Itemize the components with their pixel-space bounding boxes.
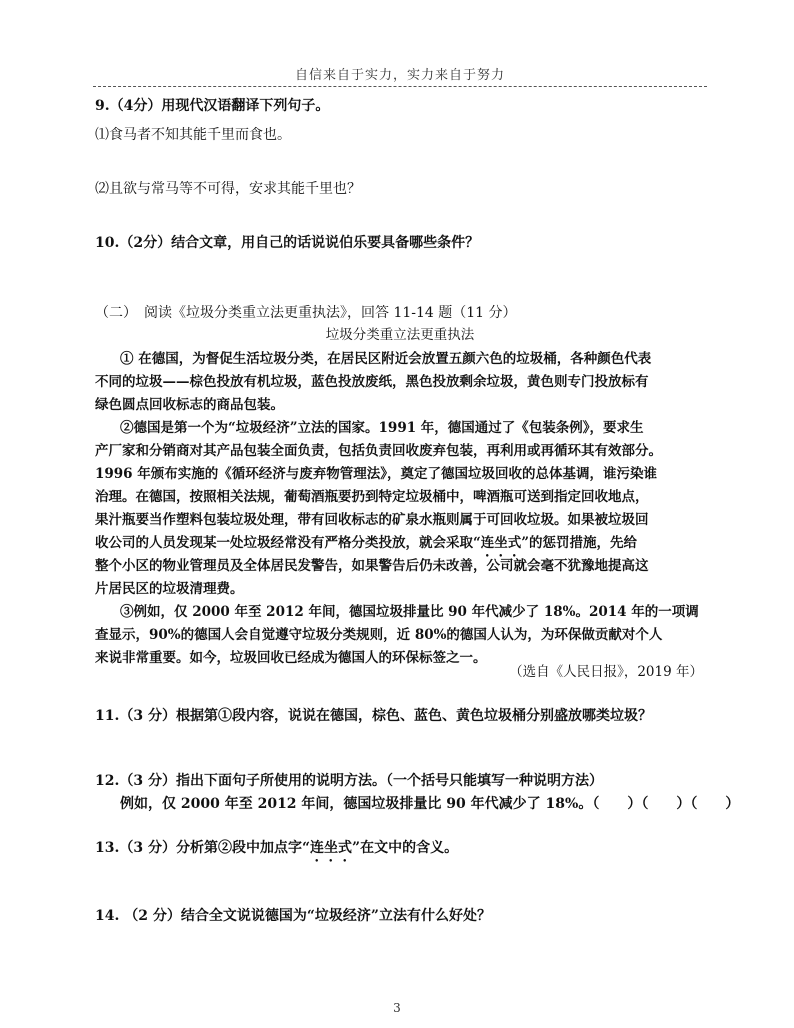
- passage-p1-line3: 绿色圆点回收标志的商品包装。: [95, 397, 284, 413]
- question-13-pre: 13.（3 分）分析第②段中加点字“: [95, 840, 311, 856]
- passage-p2-line2: 产厂家和分销商对其产品包装全面负责，包括负责回收废弃包装，再利用或再循环其有效部分。: [95, 443, 662, 459]
- passage-p2-line3: 1996 年颁布实施的《循环经济与废弃物管理法》，奠定了德国垃圾回收的总体基调，谁污染谁: [95, 466, 658, 482]
- passage-p3-line3: 来说非常重要。如今，垃圾回收已经成为德国人的环保标签之一。: [95, 650, 487, 666]
- question-12: 12.（3 分）指出下面句子所使用的说明方法。（一个括号只能填写一种说明方法）: [95, 773, 603, 789]
- question-13: [95, 837, 458, 865]
- passage-title: 垃圾分类重立法更重执法: [325, 327, 475, 343]
- passage-p2-line6-post: ”的惩罚措施，先给: [521, 535, 638, 551]
- passage-p2-line4: 治理。在德国，按照相关法规，葡萄酒瓶要扔到特定垃圾桶中，啤酒瓶可送到指定回收地点，: [95, 489, 649, 505]
- question-9-part-2: ⑵且欲与常马等不可得，安求其能千里也？: [95, 181, 361, 197]
- passage-source: （选自《人民日报》，2019 年）: [509, 664, 703, 680]
- dotted-term-lianzuoshi: 连坐式: [480, 535, 522, 551]
- passage-p1-line2: 不同的垃圾——棕色投放有机垃圾，蓝色投放废纸，黑色投放剩余垃圾，黄色则专门投放标有: [95, 374, 649, 390]
- passage-p2-line6-pre: 收公司的人员发现某一处垃圾经常没有严格分类投放，就会采取“: [95, 535, 481, 551]
- question-9: 9.（4分）用现代汉语翻译下列句子。: [95, 98, 330, 114]
- dotted-term-lianzuoshi-q13: 连坐式: [310, 840, 353, 856]
- passage-p2-line5: 果汁瓶要当作塑料包装垃圾处理，带有回收标志的矿泉水瓶则属于可回收垃圾。如果被垃圾回: [95, 512, 649, 528]
- passage-p3-line2: 查显示，90%的德国人会自觉遵守垃圾分类规则，近 80%的德国人认为，为环保做贡献对个人: [95, 627, 663, 643]
- page-number: 3: [393, 1001, 401, 1015]
- question-13-post: ”在文中的含义。: [352, 840, 459, 856]
- passage-p2-line8: 片居民区的垃圾清理费。: [95, 581, 244, 597]
- question-11: 11.（3 分）根据第①段内容，说说在德国，棕色、蓝色、黄色垃圾桶分别盛放哪类垃圾？: [95, 708, 652, 724]
- question-9-part-1: ⑴食马者不知其能千里而食也。: [95, 127, 291, 143]
- question-10: 10.（2分）结合文章，用自己的话说说伯乐要具备哪些条件？: [95, 235, 480, 251]
- header-rule: [93, 86, 707, 87]
- section-2-heading: （二） 阅读《垃圾分类重立法更重执法》，回答 11-14 题（11 分）: [95, 305, 517, 321]
- passage-p2-line7: 整个小区的物业管理员及全体居民发警告，如果警告后仍未改善，公司就会毫不犹豫地提高这: [95, 558, 649, 574]
- passage-p1-line1: ① 在德国，为督促生活垃圾分类，在居民区附近会放置五颜六色的垃圾桶，各种颜色代表: [120, 351, 652, 367]
- passage-p2-line1: ②德国是第一个为“垃圾经济”立法的国家。1991 年，德国通过了《包装条例》，要求生: [120, 420, 644, 436]
- question-12-example: 例如，仅 2000 年至 2012 年间，德国垃圾排量比 90 年代减少了 18%。（ ）（ ）（ ）: [120, 796, 740, 812]
- passage-p3-line1: ③例如，仅 2000 年至 2012 年间，德国垃圾排量比 90 年代减少了 18%。2014 年的一项调: [120, 604, 699, 620]
- question-14: 14. （2 分）结合全文说说德国为“垃圾经济”立法有什么好处？: [95, 908, 491, 924]
- header-motto: 自信来自于实力，实力来自于努力: [294, 68, 505, 83]
